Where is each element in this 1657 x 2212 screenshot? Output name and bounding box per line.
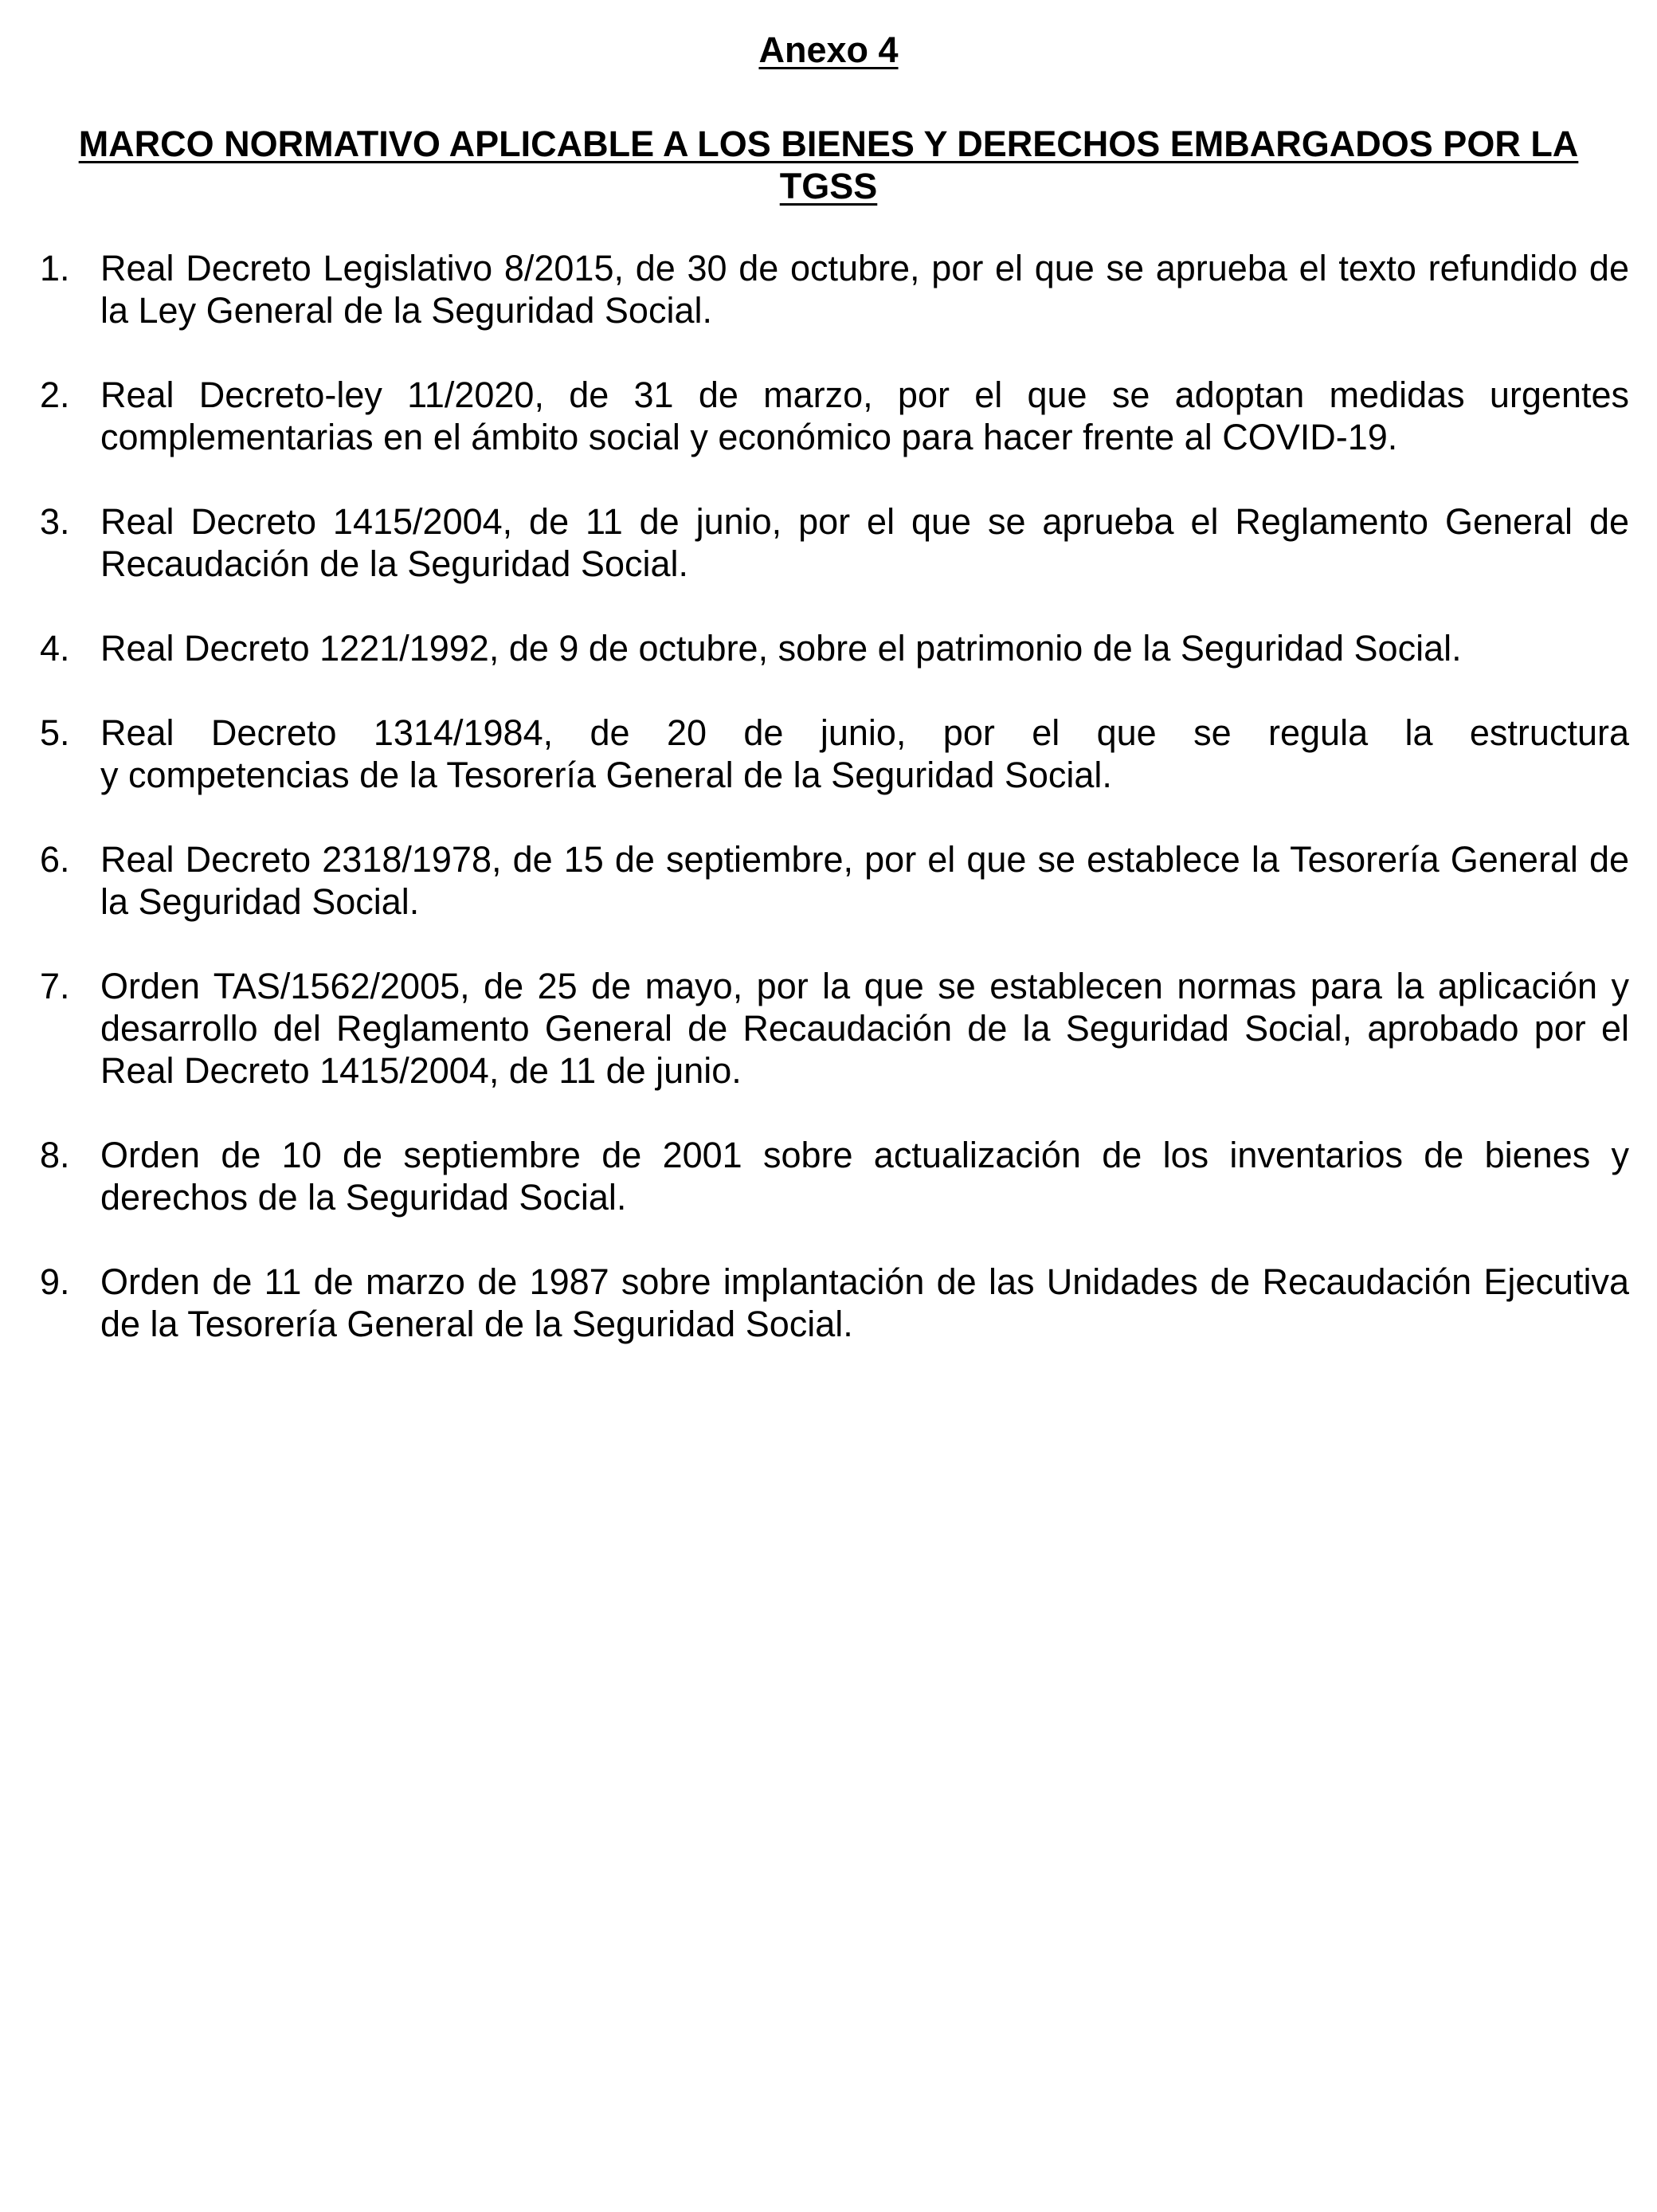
- list-item-number: 1.: [40, 248, 70, 288]
- annex-title: Anexo 4: [758, 29, 899, 70]
- list-item: [40, 838, 1629, 923]
- list-item-text: Orden de 11 de marzo de 1987 sobre implantación de las Unidades de Recaudación Ejecutiva de la Tesorería General de la Seguridad Social.: [100, 1261, 1629, 1344]
- list-item: [40, 1261, 1629, 1345]
- list-item-text: [100, 712, 1629, 796]
- list-item-number: 2.: [40, 375, 70, 415]
- list-item: [40, 965, 1629, 1092]
- list-item-text: Real Decreto Legislativo 8/2015, de 30 de octubre, por el que se aprueba el texto refundido de la Ley General de la Seguridad Social.: [100, 248, 1629, 331]
- list-item-number: 4.: [40, 628, 70, 669]
- list-item-number: 6.: [40, 839, 70, 880]
- list-item-number: 9.: [40, 1261, 70, 1302]
- list-item-text: Real Decreto-ley 11/2020, de 31 de marzo, por el que se adoptan medidas urgentes complementarias en el ámbito social y económico para hacer frente al COVID-19.: [100, 375, 1629, 457]
- list-item: [40, 627, 1629, 669]
- list-item-text-line: Real Decreto 1314/1984, de 20 de junio, por el que se regula la estructura: [100, 712, 1629, 753]
- list-item: [40, 712, 1629, 796]
- list-item-text: Real Decreto 1221/1992, de 9 de octubre, sobre el patrimonio de la Seguridad Social.: [100, 628, 1462, 669]
- list-item-text: Orden de 10 de septiembre de 2001 sobre actualización de los inventarios de bienes y derechos de la Seguridad Social.: [100, 1135, 1629, 1218]
- regulation-list: [40, 247, 1629, 1387]
- list-item: [40, 374, 1629, 458]
- list-item: [40, 1134, 1629, 1218]
- list-item-number: 8.: [40, 1135, 70, 1175]
- list-item-text: Real Decreto 1415/2004, de 11 de junio, por el que se aprueba el Reglamento General de Recaudación de la Seguridad Social.: [100, 501, 1629, 584]
- list-item-text: Real Decreto 2318/1978, de 15 de septiembre, por el que se establece la Tesorería General de la Seguridad Social.: [100, 839, 1629, 922]
- list-item-number: 3.: [40, 501, 70, 542]
- list-item-text: Orden TAS/1562/2005, de 25 de mayo, por la que se establecen normas para la aplicación y desarrollo del Reglamento General de Recaudación de la Seguridad Social, aprobado por el Real Decreto 1415/2004, de 11 de junio.: [100, 966, 1629, 1091]
- document-title: MARCO NORMATIVO APLICABLE A LOS BIENES Y DERECHOS EMBARGADOS POR LA TGSS: [78, 124, 1579, 206]
- list-item-number: 7.: [40, 966, 70, 1006]
- list-item: [40, 247, 1629, 331]
- list-item-number: 5.: [40, 712, 70, 753]
- list-item: [40, 500, 1629, 585]
- list-item-text-line: y competencias de la Tesorería General de la Seguridad Social.: [100, 755, 1112, 795]
